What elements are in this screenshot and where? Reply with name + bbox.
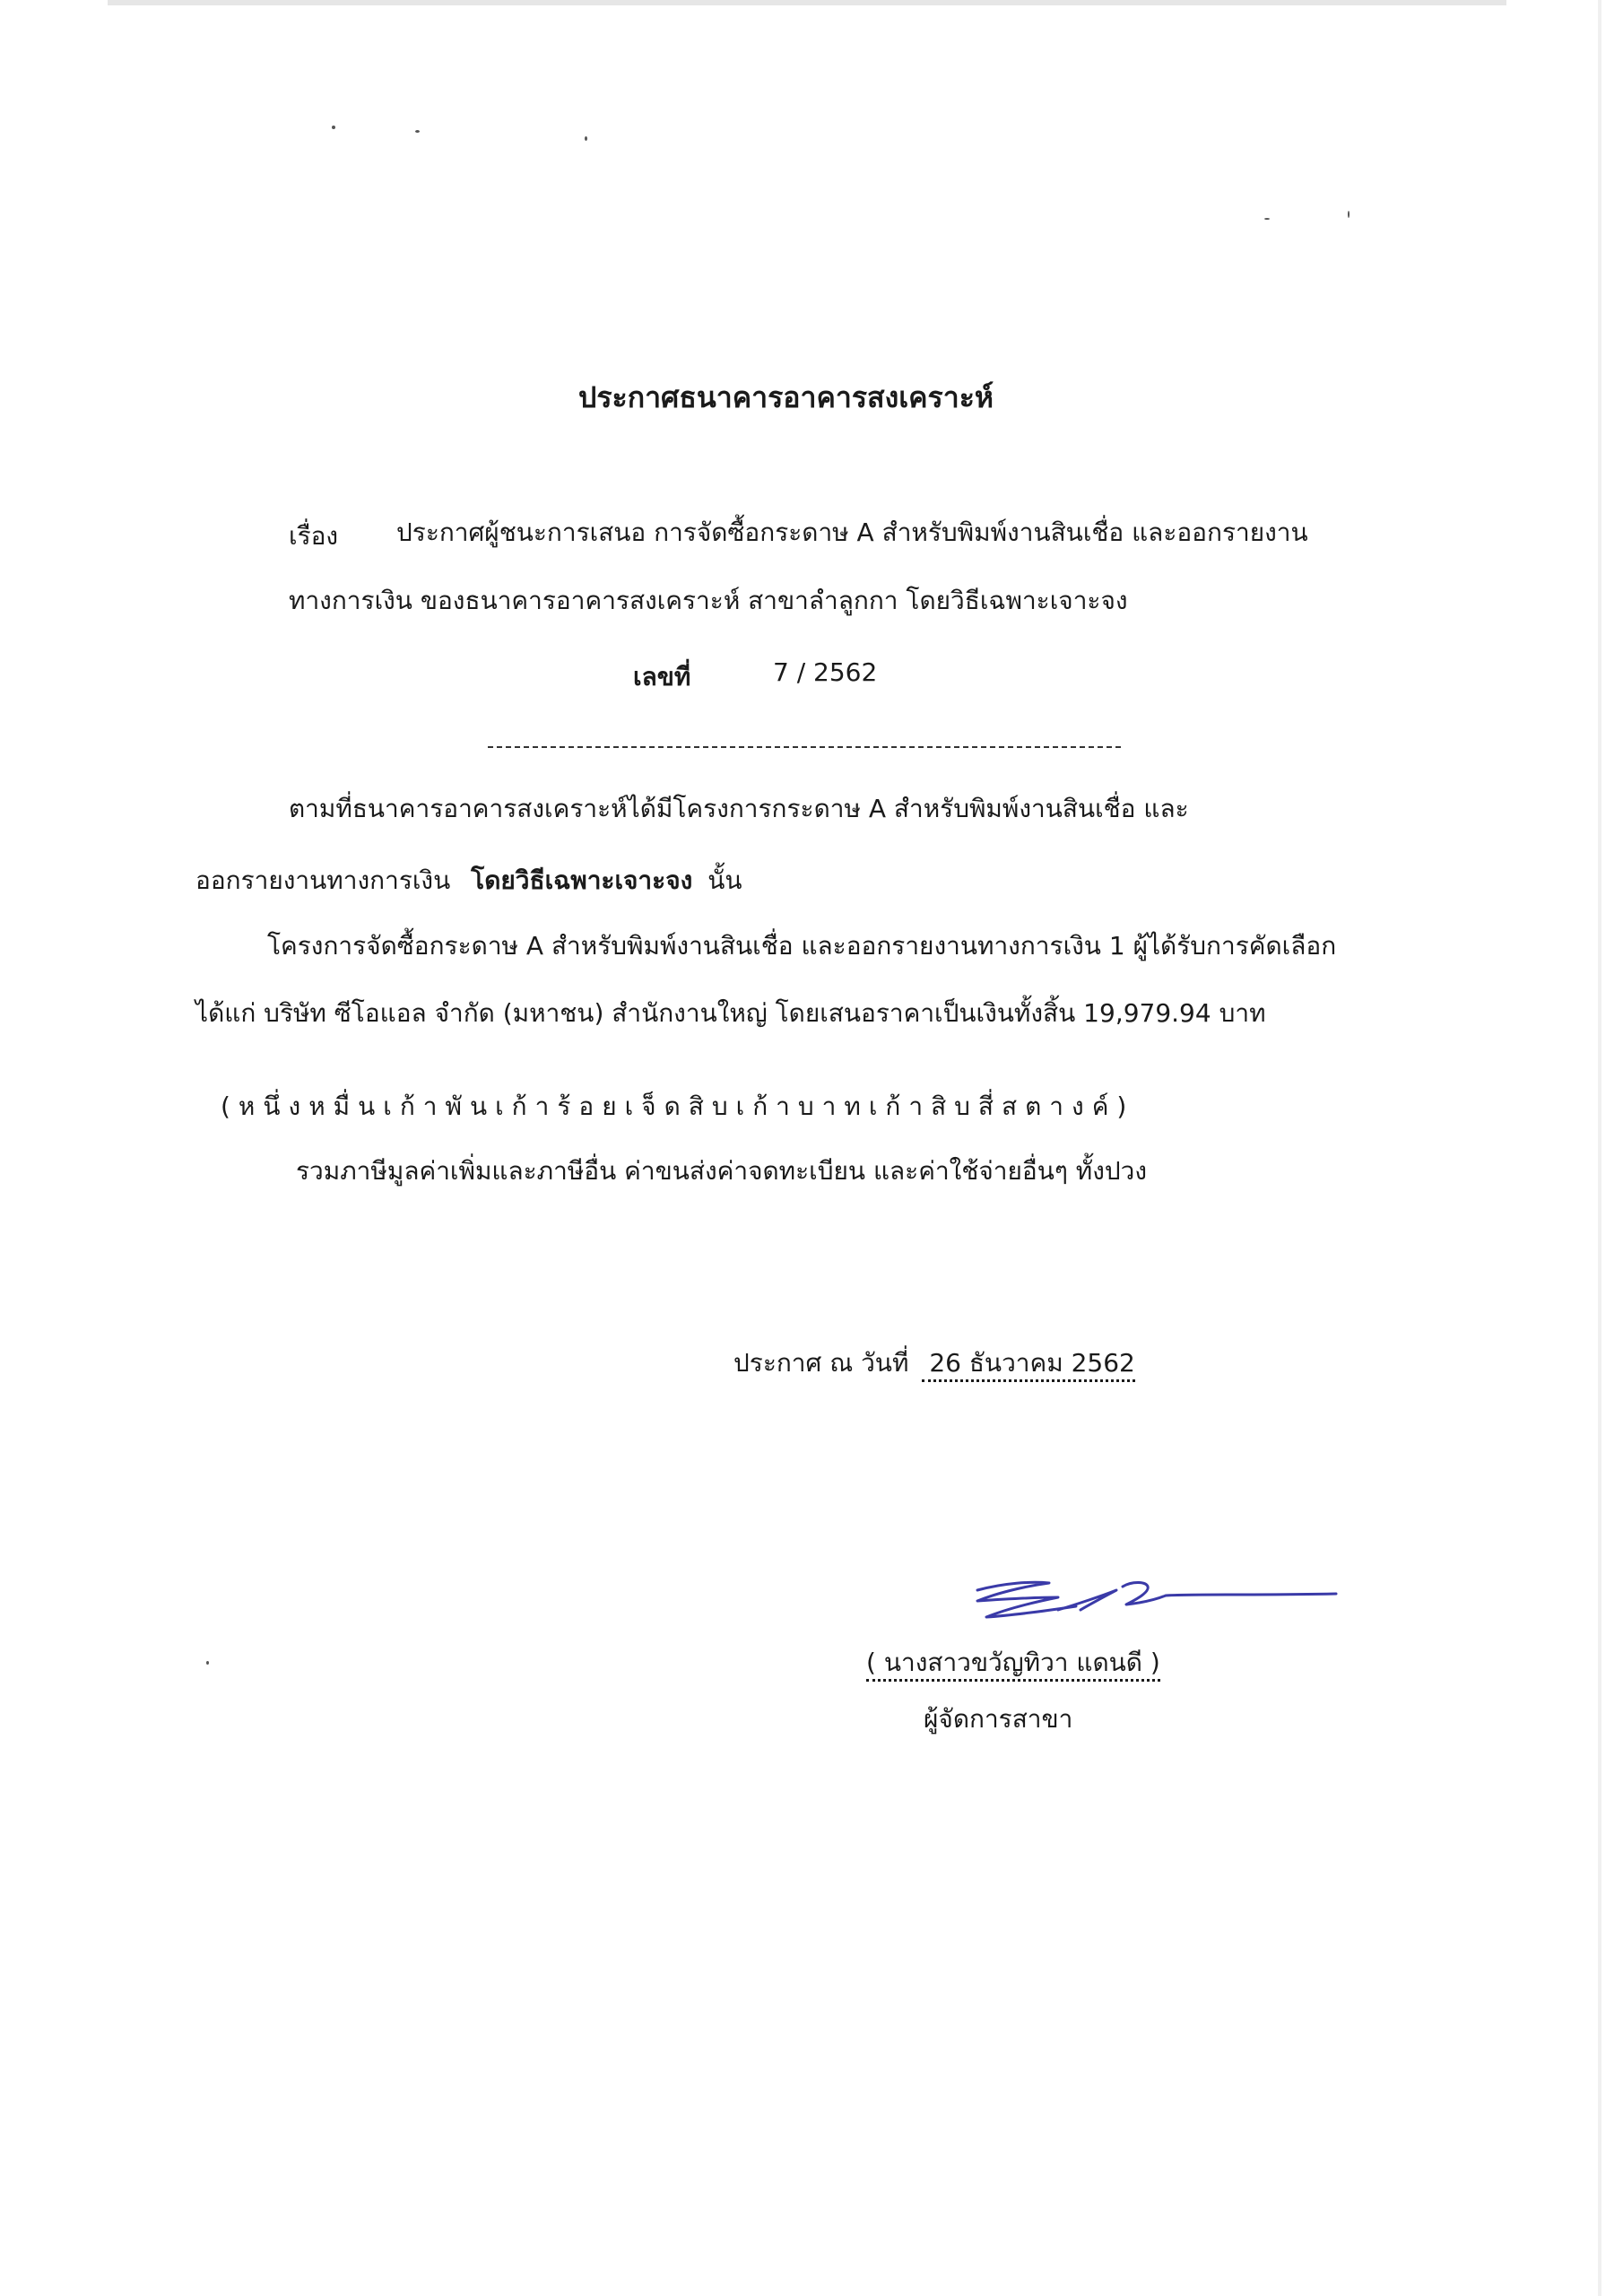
signature-image [924,1574,1345,1637]
announce-prefix: ประกาศ ณ วันที่ [733,1348,909,1378]
separator-line [488,746,1121,748]
scan-speck [1264,218,1270,220]
signatory-position: ผู้จัดการสาขา [924,1704,1073,1734]
scan-speck [585,136,587,141]
scan-edge [108,0,1506,5]
subject-line-2: ทางการเงิน ของธนาคารอาคารสงเคราะห์ สาขาลำลูกกา โดยวิธีเฉพาะเจาะจง [289,586,1128,615]
subject-label: เรื่อง [289,521,339,551]
tax-note: รวมภาษีมูลค่าเพิ่มและภาษีอื่น ค่าขนส่งค่าจดทะเบียน และค่าใช้จ่ายอื่นๆ ทั้งปวง [296,1156,1148,1186]
subject-line-1: ประกาศผู้ชนะการเสนอ การจัดซื้อกระดาษ A สำหรับพิมพ์งานสินเชื่อ และออกรายงาน [396,517,1308,547]
paragraph-2-line-1: โครงการจัดซื้อกระดาษ A สำหรับพิมพ์งานสินเชื่อ และออกรายงานทางการเงิน 1 ผู้ได้รับการคัดเลือก [267,931,1337,961]
signatory-name-line [866,1643,1160,1683]
document-title: ประกาศธนาคารอาคารสงเคราะห์ [578,380,994,414]
scan-speck [332,126,335,129]
number-value: 7 / 2562 [773,657,878,687]
scan-edge-right [1598,0,1601,2296]
paragraph-1-line-1: ตามที่ธนาคารอาคารสงเคราะห์ได้มีโครงการกระดาษ A สำหรับพิมพ์งานสินเชื่อ และ [289,794,1189,823]
announce-line [733,1344,1135,1383]
paragraph-2-line-2: ได้แก่ บริษัท ซีโอแอล จำกัด (มหาชน) สำนักงานใหญ่ โดยเสนอราคาเป็นเงินทั้งสิ้น 19,979.94 บาท [195,998,1266,1028]
number-label: เลขที่ [633,662,691,691]
announce-date: 26 ธันวาคม 2562 [922,1348,1135,1382]
scan-speck [1348,211,1350,218]
paragraph-1-line-2 [195,861,742,900]
scan-speck [206,1661,209,1665]
scan-speck [415,130,420,133]
p1-line2-text: ออกรายงานทางการเงิน [195,865,451,895]
signatory-name: ( นางสาวขวัญทิวา แดนดี ) [866,1648,1160,1682]
amount-in-words: (หนึ่งหมื่นเก้าพันเก้าร้อยเจ็ดสิบเก้าบาทเก้าสิบสี่สตางค์) [221,1091,1135,1121]
p1-method-bold: โดยวิธีเฉพาะเจาะจง [471,865,693,895]
p1-line2-end: นั้น [707,865,742,895]
